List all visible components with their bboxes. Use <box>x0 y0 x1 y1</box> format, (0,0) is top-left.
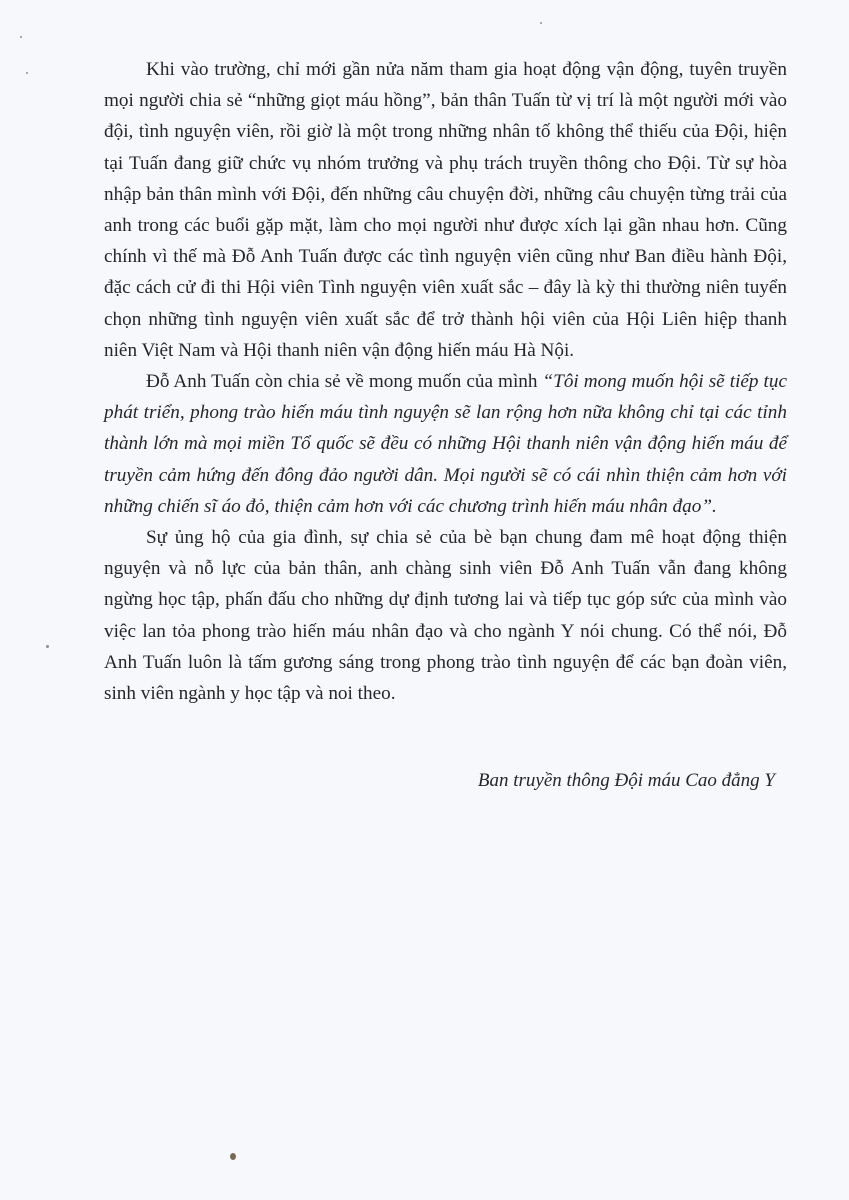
paragraph-3: Sự ủng hộ của gia đình, sự chia sẻ của bè bạn chung đam mê hoạt động thiện nguyện và nỗ lực của bản thân, anh chàng sinh viên Đỗ Anh Tuấn vẫn đang không ngừng học tập, phấn đấu cho những dự định tương lai và tiếp tục góp sức của mình vào việc lan tỏa phong trào hiến máu nhân đạo và cho ngành Y nói chung. Có thể nói, Đỗ Anh Tuấn luôn là tấm gương sáng trong phong trào tình nguyện để các bạn đoàn viên, sinh viên ngành y học tập và noi theo. <box>104 527 787 705</box>
article-body <box>104 54 787 709</box>
scan-speck <box>540 22 542 24</box>
paragraph-2-lead: Đỗ Anh Tuấn còn chia sẻ về mong muốn của mình <box>146 371 543 393</box>
signature-line: Ban truyền thông Đội máu Cao đẳng Y <box>477 770 775 791</box>
paragraph-2 <box>104 366 787 522</box>
scan-speck <box>20 36 22 38</box>
scan-speck <box>26 72 28 74</box>
paragraph-2-quote: “Tôi mong muốn hội sẽ tiếp tục phát triển, phong trào hiến máu tình nguyện sẽ lan rộng hơn nữa không chỉ tại các tỉnh thành lớn mà mọi miền Tổ quốc sẽ đều có những Hội thanh niên vận động hiến máu để truyền cảm hứng đến đông đảo người dân. Mọi người sẽ có cái nhìn thiện cảm hơn với những chiến sĩ áo đỏ, thiện cảm hơn với các chương trình hiến máu nhân đạo”. <box>104 371 787 517</box>
paragraph-1: Khi vào trường, chỉ mới gần nửa năm tham gia hoạt động vận động, tuyên truyền mọi người chia sẻ “những giọt máu hồng”, bản thân Tuấn từ vị trí là một người mới vào đội, tình nguyện viên, rồi giờ là một trong những nhân tố không thể thiếu của Đội, hiện tại Tuấn đang giữ chức vụ nhóm trưởng và phụ trách truyền thông cho Đội. Từ sự hòa nhập bản thân mình với Đội, đến những câu chuyện đời, những câu chuyện từng trải của anh trong các buổi gặp mặt, làm cho mọi người như được xích lại gần nhau hơn. Cũng chính vì thế mà Đỗ Anh Tuấn được các tình nguyện viên cũng như Ban điều hành Đội, đặc cách cử đi thi Hội viên Tình nguyện viên xuất sắc – đây là kỳ thi thường niên tuyển chọn những tình nguyện viên xuất sắc để trở thành hội viên của Hội Liên hiệp thanh niên Việt Nam và Hội thanh niên vận động hiến máu Hà Nội. <box>104 59 787 361</box>
scan-speck <box>46 645 49 648</box>
scan-speck <box>230 1153 236 1160</box>
